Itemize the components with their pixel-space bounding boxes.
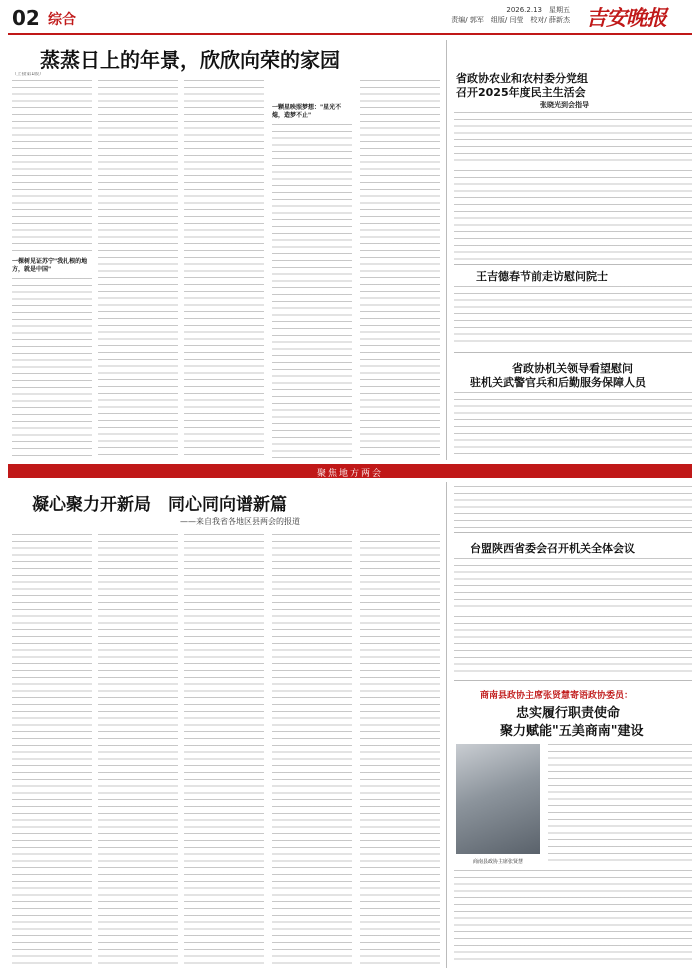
story2-body (454, 286, 692, 346)
issue-meta (420, 5, 570, 25)
lead-subhead-1: 一棵树见证苏宁"我扎根的地方，就是中国" (12, 258, 88, 273)
story3-headline-2: 驻机关武警官兵和后勤服务保障人员 (470, 376, 646, 389)
story4-body-b (454, 616, 692, 676)
masthead-rule (8, 33, 692, 35)
lead-body-col5 (360, 80, 440, 458)
story5-headline-2: 聚力赋能"五美商南"建设 (500, 724, 644, 739)
story5-kicker: 商南县政协主席张贤慧寄语政协委员： (480, 691, 634, 701)
story4-body (454, 558, 692, 612)
feature-body-col3 (184, 534, 264, 964)
story5-body (548, 744, 692, 866)
feature-body-col4 (272, 534, 352, 964)
story1-headline-2: 召开2025年度民主生活会 (456, 86, 586, 99)
photo-caption: 商南县政协主席张贤慧 (472, 859, 523, 865)
lead-dateline: （上接第1版） (12, 72, 44, 77)
lead-body-col1b (12, 278, 92, 458)
section-band-title: 聚焦地方两会 (316, 469, 383, 479)
masthead (0, 0, 700, 40)
story3-body-b (454, 486, 692, 528)
newspaper-logo: 吉安晚报 (586, 6, 666, 30)
lead-body-col4 (272, 124, 352, 458)
portrait-photo (456, 744, 540, 854)
story5-headline: 忠实履行职责使命 (516, 706, 621, 721)
lead-headline: 蒸蒸日上的年景，欣欣向荣的家园 (40, 48, 340, 72)
story1-body (454, 112, 692, 166)
lead-body-col3 (184, 80, 264, 458)
page-number: 02 (12, 6, 40, 30)
story1-headline: 省政协农业和农村委分党组 (456, 72, 588, 85)
story3-headline: 省政协机关领导看望慰问 (512, 362, 633, 375)
issue-date: 2026.2.13 星期五 (506, 6, 570, 14)
lead-subhead-2: 一颗星映照梦想："星光不熄，造梦不止" (272, 104, 342, 119)
story2-headline: 王吉德春节前走访慰问院士 (476, 270, 608, 283)
story-divider (454, 532, 692, 533)
story-divider (454, 680, 692, 681)
column-divider (446, 482, 447, 968)
feature-subheadline: ——来自我省各地区县两会的报道 (180, 517, 300, 526)
section-label: 综合 (48, 12, 76, 28)
editor-credits: 责编/ 郭军 组版/ 闫莹 校对/ 薛新杰 (451, 16, 570, 24)
story-divider (454, 264, 692, 265)
story4-headline: 台盟陕西省委会召开机关全体会议 (470, 542, 635, 555)
column-divider (446, 40, 447, 460)
feature-body-col2 (98, 534, 178, 964)
story3-body (454, 392, 692, 460)
feature-body-col5 (360, 534, 440, 964)
lead-body-col2 (98, 80, 178, 458)
story1-body-b (454, 170, 692, 262)
feature-headline: 凝心聚力开新局 同心同向谱新篇 (32, 495, 287, 515)
lead-body-col1 (12, 80, 92, 255)
story1-byline: 张晓光到会指导 (540, 101, 589, 109)
feature-body-col1 (12, 534, 92, 964)
story5-body-b (454, 870, 692, 965)
story-divider (454, 352, 692, 353)
